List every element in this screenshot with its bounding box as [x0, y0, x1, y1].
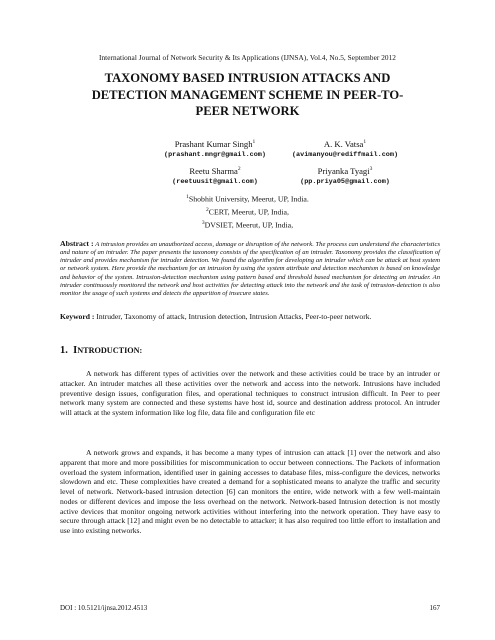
page-footer	[60, 604, 440, 612]
keyword-label: Keyword :	[60, 312, 95, 321]
author-name: Prashant Kumar Singh$^1$	[174, 138, 256, 149]
paper-title	[60, 70, 435, 120]
affiliations	[0, 192, 495, 230]
abstract	[60, 240, 440, 298]
section-heading: 1. INTRODUCTION:	[60, 345, 143, 356]
author-email: (pp.priya05@gmail.com)	[300, 177, 390, 186]
author-name: A. K. Vatsa$^1$	[323, 138, 367, 149]
title-line: TAXONOMY BASED INTRUSION ATTACKS AND	[104, 71, 391, 85]
title-line: DETECTION MANAGEMENT SCHEME IN PEER-TO-	[91, 87, 404, 102]
author-block	[275, 164, 415, 187]
author-block	[140, 137, 290, 160]
abstract-label: Abstract :	[60, 239, 94, 248]
author-email: (reetuusit@gmail.com)	[172, 177, 258, 186]
affiliation: $^3$DVSIET, Meerut, UP, India,	[201, 219, 294, 230]
author-block	[140, 164, 290, 187]
keywords	[60, 312, 440, 322]
doi-text: DOI : 10.5121/ijnsa.2012.4513	[60, 604, 148, 612]
author-email: (prashant.mngr@gmail.com)	[164, 150, 266, 159]
affiliation: $^1$Shobhit University, Meerut, UP, India.	[186, 194, 309, 204]
author-name: Priyanka Tyagi$^3$	[317, 165, 373, 176]
body-paragraph: A network has different types of activities over the network and these activities could be trace by an intruder or attacker. An intruder matches all these activities over the network and access into the network. Intrusions have included preventive design issues, configuration files, and operational techniques to construct intrusion difficult. In Peer to peer network many system are connected and these systems have host id, source and destination address protocol. An intruder will attack at the system information like log file, data file and configuration file etc	[60, 369, 440, 417]
author-name: Reetu Sharma$^2$	[189, 165, 241, 176]
journal-header: International Journal of Network Security & Its Applications (IJNSA), Vol.4, No.5, September 2012	[98, 53, 397, 62]
title-line: PEER NETWORK	[195, 104, 300, 118]
body-paragraph: A network grows and expands, it has become a many types of intrusion can attack [1] over the network and also apparent that more and more possibilities for miscommunication to occur between connections. The Packets of information overload the system information, identified user in gaining accesses to database files, miss-configure the devices, networks slowdown and etc. These complexities have created a demand for a sophisticated means to analyze the traffic and security level of network. Network-based intrusion detection [6] can monitors the entire, wide network with a few well-maintain nodes or different devices and impose the less overhead on the network. Network-based Intrusion detection is not mostly active devices that monitor ongoing network activities without interfering into the network operation. They have easy to secure through attack [12] and might even be no detectable to attacker; it has also required too little effort to installation and use into existing networks.	[60, 448, 440, 535]
abstract-text: A intrusion provides an unauthorized access, damage or disruption of the network. The process can understand the characteristics and nature of an intruder. The paper presents the taxonomy consists of the specification of an intruder. Taxonomy provides the classification of intruder and provides mechanism for intruder detection. We found the algorithm for developing an intruder which can be attack at host system or network system. Here provide the mechanism for an intrusion by using the system attribute and detection mechanism is based on knowledge and behavior of the system. Intrusion-detection mechanism using pattern based and threshold based mechanism for detecting an intruder. An intruder continuously monitored the network and host activities for detecting attack into the network and the task of intrusion-detection is also monitor the usage of such systems and detects the apparition of insecure states.	[60, 241, 441, 297]
affiliation: $^2$CERT, Meerut, UP, India,	[206, 206, 289, 217]
page-number: 167	[429, 604, 440, 612]
author-block	[275, 137, 415, 160]
keyword-text: Intruder, Taxonomy of attack, Intrusion detection, Intrusion Attacks, Peer-to-peer network.	[96, 312, 372, 321]
author-email: (avimanyou@rediffmail.com)	[291, 150, 399, 159]
